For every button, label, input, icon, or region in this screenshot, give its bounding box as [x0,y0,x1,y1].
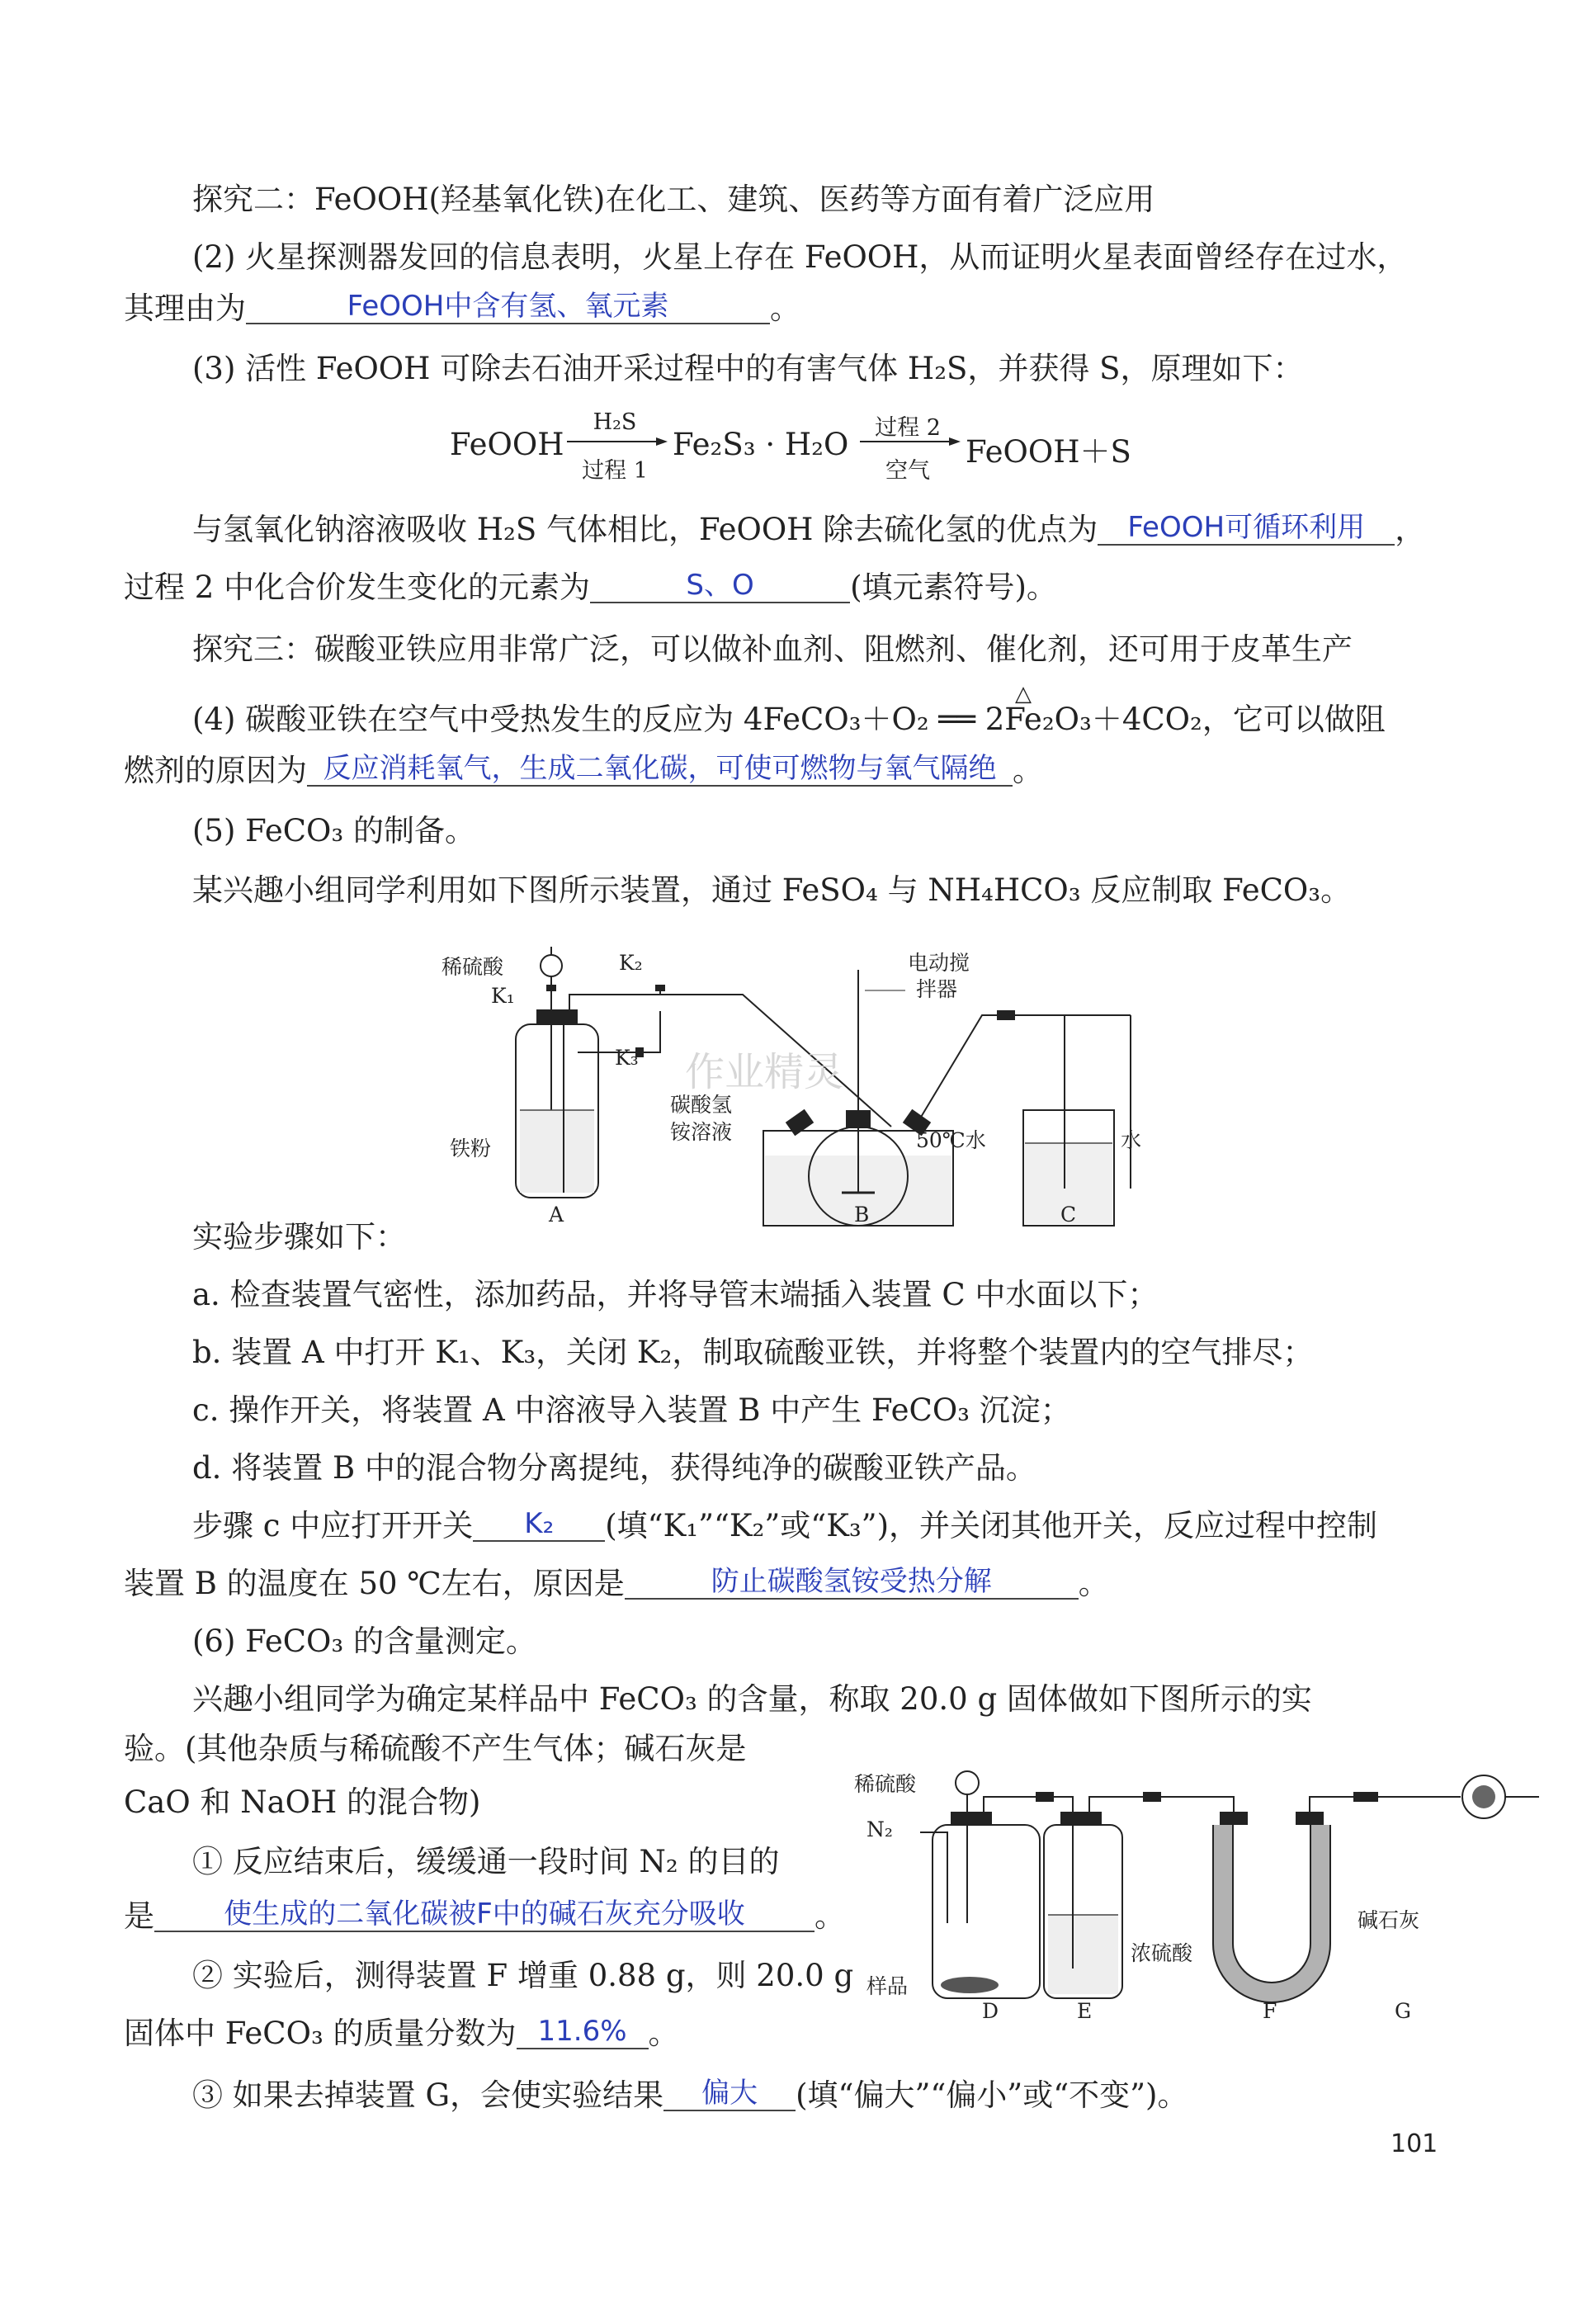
bottle-a [516,1009,598,1198]
step-a: a. 检查装置气密性，添加药品，并将导管末端插入装置 C 中水面以下； [192,1277,1159,1312]
question-3-text: (3) 活性 FeOOH 可除去石油开采过程中的有害气体 H₂S，并获得 S，原理如下： [192,351,1304,386]
answer-blank-q2[interactable]: FeOOH中含有氢、氧元素 [246,290,770,324]
inquiry-two-intro: 探究二：FeOOH(羟基氧化铁)在化工、建筑、医药等方面有着广泛应用 [192,182,1155,217]
arrow1-condition: 过程 1 [582,458,648,484]
fig1-bicarbonate-label-1: 碳酸氢 [670,1093,733,1117]
answer-blank-q3-advantage[interactable]: FeOOH可循环利用 [1098,511,1395,546]
question-3-elements-suffix: (填元素符号)。 [850,570,1057,605]
arrow2-condition: 过程 2 [875,415,941,441]
question-6-text-1: 兴趣小组同学为确定某样品中 FeCO₃ 的含量，称取 20.0 g 固体做如下图所示的实 [192,1681,1312,1717]
answer-blank-q6-2[interactable]: 11.6% [517,2015,649,2049]
fig2-label-f: F [1263,1999,1277,2023]
fig2-acid-label: 稀硫酸 [854,1772,917,1796]
question-5c-prefix: 步骤 c 中应打开开关 [192,1508,474,1543]
reactant-feooh: FeOOH [450,427,564,462]
intermediate-fe2s3: Fe₂S₃ · H₂O [673,427,849,462]
watermark: 作业精灵 [685,1049,844,1095]
question-4-prefix: 燃剂的原因为 [124,753,307,788]
fig1-label-b: B [854,1203,870,1227]
fig1-iron-label: 铁粉 [450,1137,492,1160]
question-6-1-prefix: 是 [124,1898,154,1934]
answer-blank-q5c[interactable]: K₂ [473,1507,605,1542]
question-5d-line [0,1564,1596,1604]
fig1-stirrer-label-2: 拌器 [916,977,958,1001]
question-5-intro: 某兴趣小组同学利用如下图所示装置，通过 FeSO₄ 与 NH₄HCO₃ 反应制取 FeCO₃。 [192,872,1352,908]
answer-blank-q3-elements[interactable]: S、O [590,569,850,603]
comma: ， [1395,512,1426,547]
question-5c-line [0,1506,1596,1546]
fig1-stirrer-label-1: 电动搅 [908,951,970,975]
fig1-k2-label: K₂ [619,951,643,975]
question-6-2-text: ② 实验后，测得装置 F 增重 0.88 g，则 20.0 g [192,1958,854,1993]
fig2-label-d: D [982,1999,999,2023]
fig1-water-label: 水 [1121,1128,1142,1152]
question-6-title: (6) FeCO₃ 的含量测定。 [192,1624,536,1659]
question-5d-prefix: 装置 B 的温度在 50 ℃左右，原因是 [124,1566,625,1601]
question-5-title: (5) FeCO₃ 的制备。 [192,813,475,848]
question-2-text: (2) 火星探测器发回的信息表明，火星上存在 FeOOH，从而证明火星表面曾经存在过水， [192,239,1408,275]
question-6-3-line [0,2076,1596,2115]
sentence-end: 。 [648,2016,679,2051]
drying-tube-g [1353,1775,1539,1818]
step-b: b. 装置 A 中打开 K₁、K₃，关闭 K₂，制取硫酸亚铁，并将整个装置内的空气排尽； [192,1335,1314,1370]
steps-title: 实验步骤如下： [192,1219,406,1255]
bottle-e [1044,1792,1234,1998]
answer-blank-q6-1[interactable]: 使生成的二氧化碳被F中的碱石灰充分吸收 [154,1898,815,1932]
arrow2-reagent: 空气 [885,458,930,484]
question-6-3-prefix: ③ 如果去掉装置 G，会使实验结果 [192,2077,664,2113]
fig2-label-g: G [1395,1999,1411,2023]
sentence-end: 。 [770,291,800,326]
fig1-acid-label: 稀硫酸 [441,955,504,979]
question-6-3-suffix: (填“偏大”“偏小”或“不变”)。 [796,2077,1188,2113]
fig2-sample-label: 样品 [866,1974,909,1998]
answer-blank-q6-3[interactable]: 偏大 [663,2077,796,2111]
arrow-right-icon [858,437,961,447]
question-6-text-3: CaO 和 NaOH 的混合物) [124,1784,481,1820]
fig2-soda-lime-label: 碱石灰 [1358,1908,1420,1932]
u-tube-f [1213,1797,1436,2002]
fig1-k3-label: K₃ [615,1046,639,1070]
question-4-answer-line [0,751,1596,791]
arrow-right-icon [565,437,668,447]
beaker-c [1023,1015,1131,1226]
fig2-n2-label: N₂ [866,1817,893,1841]
question-6-text-2: 验。(其他杂质与稀硫酸不产生气体；碱石灰是 [124,1731,747,1766]
fig1-k1-label: K₁ [491,984,515,1008]
sentence-end: 。 [1078,1566,1109,1601]
question-2-prefix: 其理由为 [124,291,246,326]
question-6-1-text: ① 反应结束后，缓缓通一段时间 N₂ 的目的 [192,1844,780,1879]
question-6-2-prefix: 固体中 FeCO₃ 的质量分数为 [124,2016,517,2051]
heat-symbol: △ [1015,682,1032,707]
question-3-elements-prefix: 过程 2 中化合价发生变化的元素为 [124,570,591,605]
fig1-water-bath-label: 50℃水 [916,1128,986,1152]
fig2-label-e: E [1077,1999,1093,2023]
question-2-answer-line [0,289,1596,328]
step-d: d. 将装置 B 中的混合物分离提纯，获得纯净的碳酸亚铁产品。 [192,1450,1036,1486]
product-feooh-s: FeOOH＋S [966,434,1131,470]
arrow1-reagent: H₂S [593,409,637,435]
answer-blank-q5d[interactable]: 防止碳酸氢铵受热分解 [625,1565,1079,1600]
fig1-label-a: A [549,1203,564,1227]
figure-apparatus-defg [850,1746,1551,2026]
question-3-elements-line [0,568,1596,607]
question-3-advantage-line [0,510,1596,550]
fig1-label-c: C [1060,1203,1077,1227]
page-number: 101 [1391,2129,1438,2158]
answer-blank-q4[interactable]: 反应消耗氧气，生成二氧化碳，可使可燃物与氧气隔绝 [307,752,1013,787]
fig2-conc-acid-label: 浓硫酸 [1131,1941,1193,1965]
figure-apparatus-abc [413,937,1197,1230]
question-3-advantage-prefix: 与氢氧化钠溶液吸收 H₂S 气体相比，FeOOH 除去硫化氢的优点为 [192,512,1098,547]
fig1-bicarbonate-label-2: 铵溶液 [670,1120,733,1144]
sentence-end: 。 [1013,753,1043,788]
step-c: c. 操作开关，将装置 A 中溶液导入装置 B 中产生 FeCO₃ 沉淀； [192,1392,1071,1428]
inquiry-three-intro: 探究三：碳酸亚铁应用非常广泛，可以做补血剂、阻燃剂、催化剂，还可用于皮革生产 [192,631,1353,667]
question-5c-suffix: (填“K₁”“K₂”或“K₃”)，并关闭其他开关，反应过程中控制 [605,1508,1378,1543]
sentence-end: 。 [815,1898,845,1934]
question-4-text: (4) 碳酸亚铁在空气中受热发生的反应为 4FeCO₃＋O₂ ══ 2Fe₂O₃＋4CO₂，它可以做阻 [192,702,1386,737]
